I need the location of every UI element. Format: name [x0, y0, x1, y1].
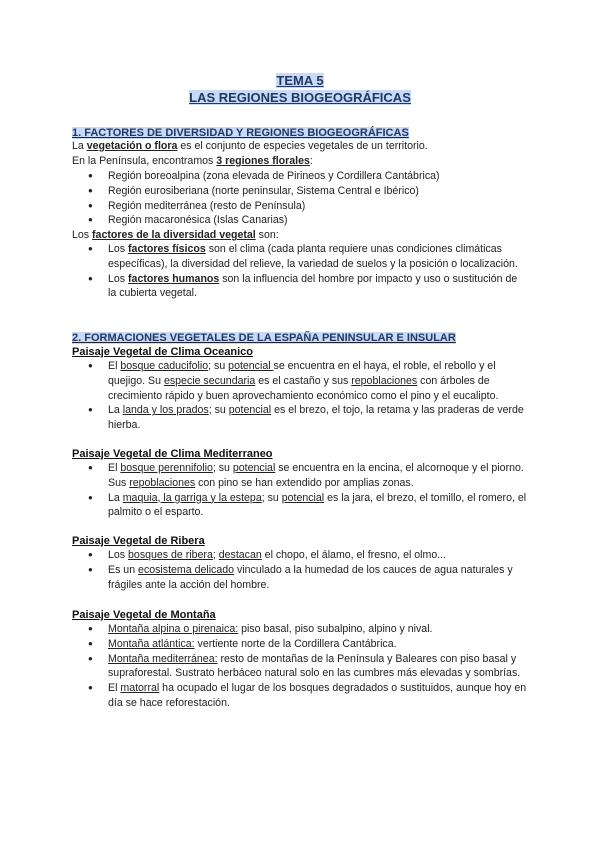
list-item: ● Montaña atlántica: vertiente norte de la Cordillera Cantábrica.	[88, 637, 528, 652]
section1-heading: 1. FACTORES DE DIVERSIDAD Y REGIONES BIOGEOGRÁFICAS	[72, 127, 409, 139]
ribera-heading: Paisaje Vegetal de Ribera	[72, 535, 205, 547]
factors-intro: Los factores de la diversidad vegetal son:	[72, 229, 279, 241]
list-item: ● Los bosques de ribera; destacan el chopo, el álamo, el fresno, el olmo...	[88, 548, 528, 563]
list-item: ● Región macaronésica (Islas Canarias)	[88, 213, 528, 228]
list-item: ● Región boreoalpina (zona elevada de Pirineos y Cordillera Cantábrica)	[88, 169, 528, 184]
oceanico-heading: Paisaje Vegetal de Clima Oceanico	[72, 346, 253, 358]
list-item: ● Región mediterránea (resto de Península)	[88, 199, 528, 214]
list-item: ● Montaña mediterránea: resto de montañas de la Península y Baleares con piso basal y supraforestal. Sustrato herbáceo natural solo en las cumbres más elevadas y sombrías.	[88, 652, 528, 682]
montana-list	[88, 622, 528, 711]
factors-list	[88, 242, 528, 301]
doc-title: TEMA 5	[276, 73, 324, 88]
list-item: ● Montaña alpina o pirenaica: piso basal, piso subalpino, alpino y nival.	[88, 622, 528, 637]
mediterraneo-list	[88, 461, 528, 520]
list-item: ● Es un ecosistema delicado vinculado a la humedad de los cauces de agua naturales y frágiles ante la acción del hombre.	[88, 563, 528, 593]
doc-subtitle: LAS REGIONES BIOGEOGRÁFICAS	[189, 90, 411, 105]
peninsula-paragraph: En la Península, encontramos 3 regiones florales:	[72, 155, 313, 167]
list-item: ● Los factores humanos son la influencia del hombre por impacto y uso o sustitución de la cubierta vegetal.	[88, 272, 528, 302]
list-item: ● Los factores físicos son el clima (cada planta requiere unas condiciones climáticas específicas), la diversidad del relieve, la variedad de suelos y la posición o localización.	[88, 242, 528, 272]
ribera-list	[88, 548, 528, 592]
montana-heading: Paisaje Vegetal de Montaña	[72, 609, 216, 621]
list-item: ● Región eurosiberiana (norte peninsular, Sistema Central e Ibérico)	[88, 184, 528, 199]
intro-paragraph: La vegetación o flora es el conjunto de especies vegetales de un territorio.	[72, 140, 428, 152]
oceanico-list	[88, 359, 528, 433]
regions-list	[88, 169, 528, 228]
list-item: ● El bosque perennifolio; su potencial se encuentra en la encina, el alcornoque y el piorno. Sus repoblaciones con pino se han extendido por amplias zonas.	[88, 461, 528, 491]
mediterraneo-heading: Paisaje Vegetal de Clima Mediterraneo	[72, 448, 273, 460]
list-item: ● El bosque caducifolio; su potencial se encuentra en el haya, el roble, el rebollo y el quejigo. Su especie secundaria es el castaño y sus repoblaciones con árboles de crecimiento rápido y buen aprovechamiento económico como el pino y el eucalipto.	[88, 359, 528, 403]
list-item: ● La maquia, la garriga y la estepa; su potencial es la jara, el brezo, el tomillo, el romero, el palmito o el esparto.	[88, 491, 528, 521]
section2-heading: 2. FORMACIONES VEGETALES DE LA ESPAÑA PENINSULAR E INSULAR	[72, 332, 456, 344]
list-item: ● El matorral ha ocupado el lugar de los bosques degradados o sustituidos, aunque hoy en día se hace reforestación.	[88, 681, 528, 711]
list-item: ● La landa y los prados; su potencial es el brezo, el tojo, la retama y las praderas de verde hierba.	[88, 403, 528, 433]
